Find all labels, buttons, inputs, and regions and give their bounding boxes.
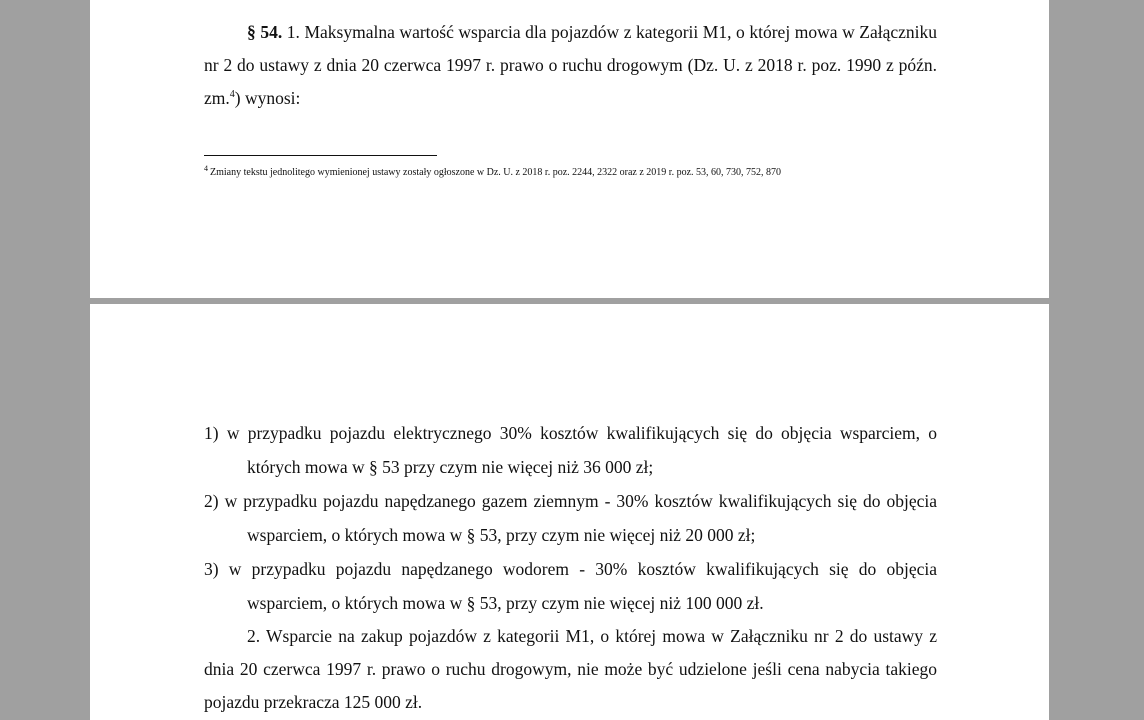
footnote-divider	[204, 155, 437, 156]
footnote-text: Zmiany tekstu jednolitego wymienionej ustawy zostały ogłoszone w Dz. U. z 2018 r. poz. 2244, 2322 oraz z 2019 r. poz. 53, 60, 730, 752, 870	[210, 167, 782, 178]
page-1-body	[204, 16, 937, 115]
list-item: 3) w przypadku pojazdu napędzanego wodorem - 30% kosztów kwalifikujących się do objęcia wsparciem, o których mowa w § 53, przy czym nie więcej niż 100 000 zł.	[204, 559, 937, 613]
paragraph-1-text: 1. Maksymalna wartość wsparcia dla pojazdów z kategorii M1, o której mowa w Załączniku nr 2 do ustawy z dnia 20 czerwca 1997 r. prawo o ruchu drogowym (Dz. U. z 2018 r. poz. 1990 z późn. zm.	[204, 22, 938, 108]
list-item: 1) w przypadku pojazdu elektrycznego 30% kosztów kwalifikujących się do objęcia wsparciem, o których mowa w § 53 przy czym nie więcej niż 36 000 zł;	[204, 423, 937, 477]
document-page-1	[90, 0, 1049, 298]
page-2-body	[204, 416, 937, 719]
list-item: 2) w przypadku pojazdu napędzanego gazem ziemnym - 30% kosztów kwalifikujących się do objęcia wsparciem, o których mowa w § 53, przy czym nie więcej niż 20 000 zł;	[204, 491, 937, 545]
footnote-number: 4	[204, 163, 208, 173]
footnote-reference[interactable]: 4	[229, 89, 235, 101]
section-54-paragraph-1	[204, 16, 937, 115]
footnote	[204, 163, 964, 180]
document-page-2	[90, 304, 1049, 720]
paragraph-1-ending: ) wynosi:	[234, 88, 301, 108]
section-number: § 54.	[247, 22, 283, 42]
section-54-paragraph-2: 2. Wsparcie na zakup pojazdów z kategorii M1, o której mowa w Załączniku nr 2 do ustawy z dnia 20 czerwca 1997 r. prawo o ruchu drogowym, nie może być udzielone jeśli cena nabycia takiego pojazdu przekracza 125 000 zł.	[204, 626, 937, 712]
